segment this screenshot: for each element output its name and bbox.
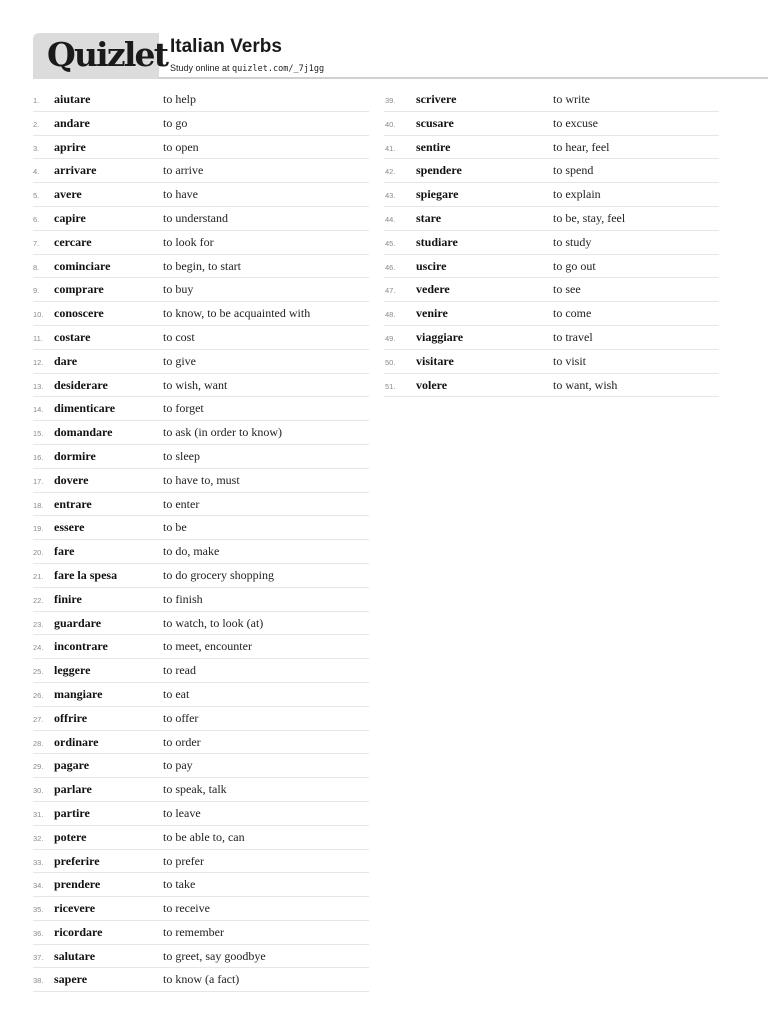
- item-number: 10.: [33, 310, 44, 320]
- english-definition: to offer: [163, 710, 199, 725]
- term-row: [33, 588, 369, 612]
- item-number: 25.: [33, 667, 44, 677]
- english-definition: to want, wish: [553, 377, 618, 392]
- italian-term: preferire: [54, 853, 100, 868]
- english-definition: to wish, want: [163, 377, 228, 392]
- term-row: [33, 112, 369, 136]
- term-row: [384, 112, 719, 136]
- item-number: 27.: [33, 714, 44, 724]
- term-row: [33, 968, 369, 992]
- term-row: [33, 683, 369, 707]
- item-number: 9.: [33, 286, 40, 296]
- english-definition: to arrive: [163, 163, 204, 178]
- item-number: 24.: [33, 643, 44, 653]
- item-number: 50.: [385, 357, 396, 367]
- italian-term: incontrare: [54, 639, 108, 654]
- item-number: 6.: [33, 214, 40, 224]
- term-row: [33, 207, 369, 231]
- term-row: [33, 421, 369, 445]
- item-number: 29.: [33, 762, 44, 772]
- term-row: [384, 159, 719, 183]
- italian-term: fare: [54, 544, 75, 559]
- item-number: 19.: [33, 524, 44, 534]
- item-number: 28.: [33, 738, 44, 748]
- english-definition: to leave: [163, 805, 201, 820]
- terms-column-right: [384, 88, 719, 397]
- english-definition: to come: [553, 306, 592, 321]
- english-definition: to study: [553, 234, 592, 249]
- english-definition: to speak, talk: [163, 782, 227, 797]
- english-definition: to see: [553, 282, 581, 297]
- term-row: [384, 374, 719, 398]
- item-number: 14.: [33, 405, 44, 415]
- italian-term: dovere: [54, 472, 89, 487]
- item-number: 48.: [385, 310, 396, 320]
- italian-term: fare la spesa: [54, 567, 118, 582]
- english-definition: to have: [163, 187, 198, 202]
- study-online-line: [170, 63, 324, 74]
- item-number: 16.: [33, 452, 44, 462]
- italian-term: desiderare: [54, 377, 108, 392]
- item-number: 41.: [385, 143, 396, 153]
- term-row: [33, 183, 369, 207]
- english-definition: to meet, encounter: [163, 639, 252, 654]
- english-definition: to begin, to start: [163, 258, 241, 273]
- term-row: [33, 754, 369, 778]
- english-definition: to ask (in order to know): [163, 425, 282, 440]
- item-number: 13.: [33, 381, 44, 391]
- italian-term: conoscere: [54, 306, 104, 321]
- item-number: 47.: [385, 286, 396, 296]
- english-definition: to write: [553, 92, 590, 106]
- subtitle-prefix: Study online at: [170, 63, 233, 73]
- item-number: 15.: [33, 429, 44, 439]
- logo-text: Quizlet: [47, 35, 168, 74]
- item-number: 43.: [385, 191, 396, 201]
- term-row: [33, 612, 369, 636]
- term-row: [33, 731, 369, 755]
- term-row: [33, 493, 369, 517]
- item-number: 36.: [33, 928, 44, 938]
- english-definition: to look for: [163, 234, 214, 249]
- english-definition: to eat: [163, 686, 190, 701]
- term-row: [33, 88, 369, 112]
- english-definition: to do, make: [163, 544, 220, 559]
- english-definition: to greet, say goodbye: [163, 948, 266, 963]
- term-row: [33, 635, 369, 659]
- italian-term: domandare: [54, 425, 113, 440]
- term-row: [33, 302, 369, 326]
- english-definition: to understand: [163, 210, 228, 225]
- term-row: [33, 326, 369, 350]
- item-number: 12.: [33, 357, 44, 367]
- term-row: [384, 255, 719, 279]
- english-definition: to buy: [163, 282, 194, 297]
- italian-term: stare: [416, 210, 442, 225]
- item-number: 51.: [385, 381, 396, 391]
- item-number: 39.: [385, 96, 396, 105]
- italian-term: scrivere: [416, 92, 457, 106]
- item-number: 33.: [33, 857, 44, 867]
- item-number: 26.: [33, 690, 44, 700]
- term-row: [33, 897, 369, 921]
- item-number: 35.: [33, 905, 44, 915]
- english-definition: to visit: [553, 353, 587, 368]
- term-row: [33, 278, 369, 302]
- item-number: 4.: [33, 167, 40, 177]
- term-row: [33, 873, 369, 897]
- term-row: [384, 302, 719, 326]
- item-number: 45.: [385, 238, 396, 248]
- item-number: 20.: [33, 548, 44, 558]
- quizlet-logo: [33, 33, 168, 79]
- italian-term: scusare: [416, 115, 454, 130]
- item-number: 34.: [33, 881, 44, 891]
- italian-term: salutare: [54, 948, 96, 963]
- item-number: 23.: [33, 619, 44, 629]
- study-url: quizlet.com/_7j1gg: [232, 64, 325, 74]
- item-number: 31.: [33, 809, 44, 819]
- term-row: [33, 540, 369, 564]
- item-number: 2.: [33, 119, 40, 129]
- english-definition: to excuse: [553, 115, 598, 130]
- term-row: [33, 136, 369, 160]
- italian-term: uscire: [416, 258, 447, 273]
- english-definition: to travel: [553, 329, 593, 344]
- english-definition: to cost: [163, 329, 195, 344]
- term-row: [33, 778, 369, 802]
- item-number: 18.: [33, 500, 44, 510]
- english-definition: to take: [163, 877, 196, 892]
- english-definition: to forget: [163, 401, 204, 416]
- english-definition: to be: [163, 520, 187, 535]
- italian-term: sapere: [54, 972, 88, 987]
- italian-term: aiutare: [54, 92, 91, 106]
- italian-term: mangiare: [54, 686, 103, 701]
- english-definition: to read: [163, 663, 196, 678]
- italian-term: capire: [54, 210, 86, 225]
- italian-term: comprare: [54, 282, 104, 297]
- italian-term: dimenticare: [54, 401, 116, 416]
- italian-term: leggere: [54, 663, 91, 678]
- italian-term: venire: [416, 306, 448, 321]
- item-number: 49.: [385, 333, 396, 343]
- italian-term: cercare: [54, 234, 92, 249]
- italian-term: dormire: [54, 448, 96, 463]
- term-row: [33, 707, 369, 731]
- italian-term: arrivare: [54, 163, 97, 178]
- italian-term: cominciare: [54, 258, 111, 273]
- english-definition: to explain: [553, 187, 601, 202]
- italian-term: avere: [54, 187, 82, 202]
- item-number: 3.: [33, 143, 40, 153]
- italian-term: partire: [54, 805, 90, 820]
- page-title: Italian Verbs: [170, 36, 282, 57]
- item-number: 17.: [33, 476, 44, 486]
- english-definition: to help: [163, 92, 196, 106]
- item-number: 8.: [33, 262, 40, 272]
- item-number: 22.: [33, 595, 44, 605]
- english-definition: to have to, must: [163, 472, 240, 487]
- item-number: 11.: [33, 333, 43, 343]
- english-definition: to prefer: [163, 853, 204, 868]
- term-row: [384, 207, 719, 231]
- english-definition: to hear, feel: [553, 139, 610, 154]
- item-number: 46.: [385, 262, 396, 272]
- term-row: [33, 850, 369, 874]
- english-definition: to order: [163, 734, 201, 749]
- term-row: [384, 326, 719, 350]
- italian-term: finire: [54, 591, 82, 606]
- item-number: 42.: [385, 167, 396, 177]
- term-row: [33, 516, 369, 540]
- term-row: [384, 183, 719, 207]
- italian-term: ordinare: [54, 734, 99, 749]
- term-row: [33, 921, 369, 945]
- italian-term: essere: [54, 520, 85, 535]
- italian-term: dare: [54, 353, 78, 368]
- english-definition: to know, to be acquainted with: [163, 306, 311, 321]
- italian-term: pagare: [54, 758, 90, 773]
- item-number: 32.: [33, 833, 44, 843]
- item-number: 38.: [33, 976, 44, 986]
- term-row: [384, 350, 719, 374]
- header-divider: [159, 77, 768, 79]
- term-row: [384, 278, 719, 302]
- term-row: [33, 255, 369, 279]
- english-definition: to receive: [163, 901, 210, 916]
- italian-term: potere: [54, 829, 87, 844]
- term-row: [33, 802, 369, 826]
- italian-term: ricordare: [54, 924, 103, 939]
- term-row: [33, 659, 369, 683]
- item-number: 40.: [385, 119, 396, 129]
- italian-term: viaggiare: [416, 329, 464, 344]
- english-definition: to remember: [163, 924, 224, 939]
- term-row: [33, 159, 369, 183]
- english-definition: to be able to, can: [163, 829, 245, 844]
- term-row: [33, 374, 369, 398]
- english-definition: to watch, to look (at): [163, 615, 264, 630]
- term-row: [33, 945, 369, 969]
- italian-term: parlare: [54, 782, 92, 797]
- english-definition: to finish: [163, 591, 203, 606]
- item-number: 37.: [33, 952, 44, 962]
- english-definition: to give: [163, 353, 196, 368]
- italian-term: prendere: [54, 877, 101, 892]
- term-row: [384, 136, 719, 160]
- italian-term: spiegare: [416, 187, 459, 202]
- italian-term: ricevere: [54, 901, 96, 916]
- italian-term: spendere: [416, 163, 462, 178]
- term-row: [33, 564, 369, 588]
- item-number: 1.: [33, 96, 40, 105]
- english-definition: to spend: [553, 163, 594, 178]
- terms-column-left: [33, 88, 369, 992]
- term-row: [33, 469, 369, 493]
- page-header: [33, 33, 735, 79]
- english-definition: to enter: [163, 496, 200, 511]
- item-number: 5.: [33, 191, 40, 201]
- italian-term: guardare: [54, 615, 102, 630]
- italian-term: andare: [54, 115, 90, 130]
- item-number: 30.: [33, 786, 44, 796]
- english-definition: to sleep: [163, 448, 200, 463]
- english-definition: to know (a fact): [163, 972, 240, 987]
- term-row: [33, 397, 369, 421]
- item-number: 7.: [33, 238, 40, 248]
- english-definition: to pay: [163, 758, 193, 773]
- item-number: 44.: [385, 214, 396, 224]
- italian-term: volere: [416, 377, 448, 392]
- term-row: [33, 231, 369, 255]
- item-number: 21.: [33, 571, 44, 581]
- term-row: [384, 231, 719, 255]
- english-definition: to do grocery shopping: [163, 567, 274, 582]
- italian-term: visitare: [416, 353, 454, 368]
- term-row: [384, 88, 719, 112]
- english-definition: to go out: [553, 258, 596, 273]
- term-row: [33, 445, 369, 469]
- english-definition: to go: [163, 115, 188, 130]
- english-definition: to be, stay, feel: [553, 210, 626, 225]
- italian-term: studiare: [416, 234, 458, 249]
- english-definition: to open: [163, 139, 199, 154]
- italian-term: entrare: [54, 496, 92, 511]
- italian-term: costare: [54, 329, 91, 344]
- italian-term: vedere: [416, 282, 450, 297]
- term-row: [33, 826, 369, 850]
- italian-term: sentire: [416, 139, 451, 154]
- italian-term: offrire: [54, 710, 88, 725]
- term-row: [33, 350, 369, 374]
- italian-term: aprire: [54, 139, 86, 154]
